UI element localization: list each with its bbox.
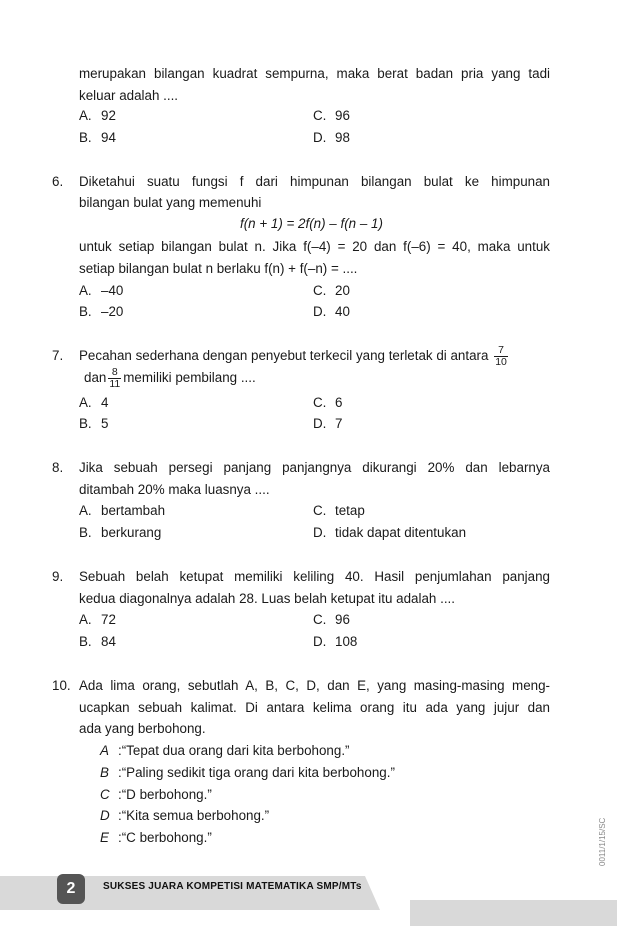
question-text: ada yang berbohong.: [79, 721, 206, 736]
question-text: Ada lima orang, sebutlah A, B, C, D, dan E, yang masing-masing meng-: [79, 678, 550, 693]
fraction: $\frac{8}{11}$: [109, 365, 121, 390]
statement-b: B :“Paling sedikit tiga orang dari kita berbohong.”: [100, 765, 395, 780]
option-d: D. 98: [313, 130, 350, 145]
equation: f(n + 1) = 2f(n) – f(n – 1): [240, 216, 383, 231]
question-number: 10.: [52, 678, 71, 693]
fraction: $\frac{7}{10}$: [495, 343, 507, 368]
option-c: C. 20: [313, 283, 350, 298]
statement-d: D :“Kita semua berbohong.”: [100, 808, 270, 823]
option-d: D. 40: [313, 304, 350, 319]
option-b: B. 5: [79, 416, 109, 431]
option-c: C. tetap: [313, 503, 365, 518]
question-text: untuk setiap bilangan bulat n. Jika f(–4) = 20 dan f(–6) = 40, maka untuk: [79, 239, 550, 254]
question-text: Sebuah belah ketupat memiliki keliling 40. Hasil penjumlahan panjang: [79, 569, 550, 584]
statement-e: E :“C berbohong.”: [100, 830, 212, 845]
footer-band-right: [410, 900, 617, 926]
statement-c: C :“D berbohong.”: [100, 787, 212, 802]
question-text: keluar adalah ....: [79, 88, 179, 103]
question-number: 7.: [52, 348, 64, 363]
option-c: C. 96: [313, 612, 350, 627]
question-text: kedua diagonalnya adalah 28. Luas belah ketupat itu adalah ....: [79, 591, 455, 606]
option-b: B. berkurang: [79, 525, 162, 540]
question-number: 8.: [52, 460, 64, 475]
question-text: merupakan bilangan kuadrat sempurna, maka berat badan pria yang tadi: [79, 66, 550, 81]
question-text: Diketahui suatu fungsi f dari himpunan bilangan bulat ke himpunan: [79, 174, 550, 189]
question-number: 9.: [52, 569, 64, 584]
question-text: dan $\frac{8}{11}$ memiliki pembilang ....: [84, 365, 256, 390]
question-text: setiap bilangan bulat n berlaku f(n) + f(–n) = ....: [79, 261, 358, 276]
option-d: D. 7: [313, 416, 343, 431]
question-text: ucapkan sebuah kalimat. Di antara kelima orang itu ada yang jujur dan: [79, 700, 550, 715]
option-a: A. bertambah: [79, 503, 166, 518]
option-a: A. 92: [79, 108, 116, 123]
option-a: A. 4: [79, 395, 109, 410]
statement-a: A :“Tepat dua orang dari kita berbohong.”: [100, 743, 350, 758]
question-text: Pecahan sederhana dengan penyebut terkecil yang terletak di antara $\frac{7}{10}$: [79, 343, 507, 368]
option-b: B. 94: [79, 130, 116, 145]
page-number: 2: [57, 874, 85, 904]
print-code: 0011/1/15/SC: [598, 817, 607, 866]
option-a: A. –40: [79, 283, 124, 298]
option-d: D. tidak dapat ditentukan: [313, 525, 467, 540]
book-title: SUKSES JUARA KOMPETISI MATEMATIKA SMP/MTs: [103, 881, 362, 892]
question-text: Jika sebuah persegi panjang panjangnya dikurangi 20% dan lebarnya: [79, 460, 550, 475]
question-text: ditambah 20% maka luasnya ....: [79, 482, 270, 497]
question-number: 6.: [52, 174, 64, 189]
option-d: D. 108: [313, 634, 358, 649]
option-c: C. 6: [313, 395, 343, 410]
option-b: B. 84: [79, 634, 116, 649]
option-b: B. –20: [79, 304, 124, 319]
option-a: A. 72: [79, 612, 116, 627]
option-c: C. 96: [313, 108, 350, 123]
question-text: bilangan bulat yang memenuhi: [79, 195, 262, 210]
